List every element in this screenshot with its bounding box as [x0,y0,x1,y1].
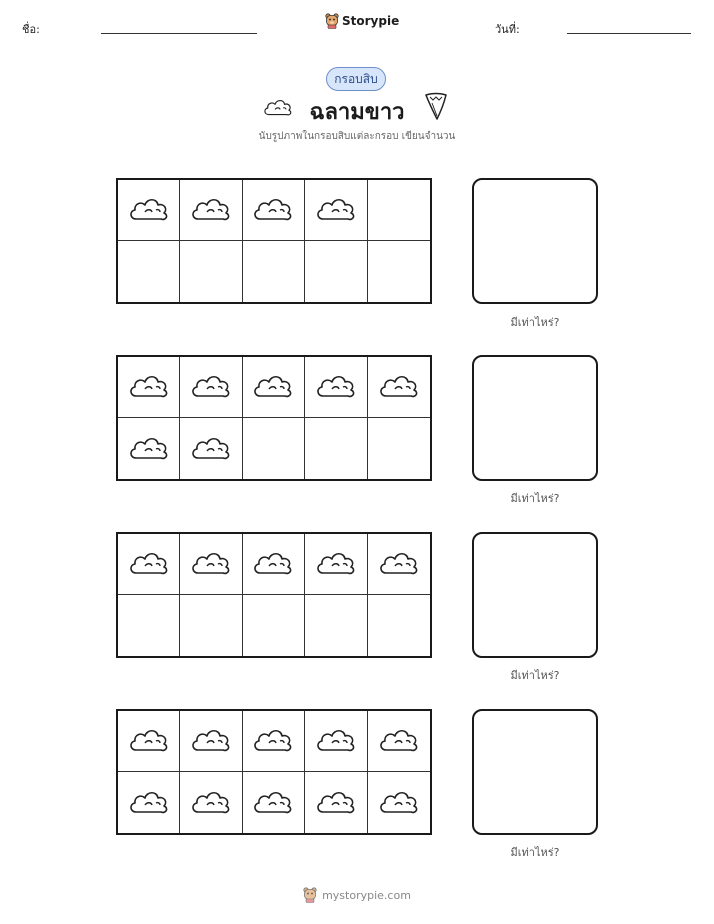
answer-question-4: มีเท่าไหร่? [510,846,560,859]
frame-cell-filled [368,772,430,833]
bear-mascot-icon [303,887,317,903]
cloud-icon [314,549,358,579]
cloud-icon [377,726,421,756]
frame-cell-filled [118,772,180,833]
brand-name: Storypie [342,14,400,28]
ten-frame-2 [116,355,432,481]
frame-cell-filled [180,357,242,418]
bear-mascot-icon [325,13,339,29]
frame-cell-empty [305,418,367,479]
answer-box-2[interactable] [472,355,598,481]
cloud-icon [127,195,171,225]
frame-cell-filled [305,357,367,418]
frame-cell-empty [118,241,180,302]
frame-cell-filled [368,357,430,418]
answer-question-2: มีเท่าไหร่? [510,492,560,505]
cloud-icon [377,549,421,579]
frame-cell-filled [180,711,242,772]
frame-cell-filled [368,534,430,595]
cloud-icon [127,788,171,818]
cloud-icon [314,788,358,818]
cloud-icon [189,788,233,818]
frame-cell-filled [368,711,430,772]
frame-cell-filled [243,180,305,241]
cloud-icon [314,726,358,756]
topic-badge: กรอบสิบ [326,67,386,91]
frame-cell-empty [368,241,430,302]
cloud-icon [127,434,171,464]
name-line[interactable] [101,33,257,34]
answer-box-4[interactable] [472,709,598,835]
name-label: ชื่อ: [22,23,40,36]
answer-box-3[interactable] [472,532,598,658]
frame-cell-empty [118,595,180,656]
frame-cell-filled [118,357,180,418]
frame-cell-filled [180,534,242,595]
frame-cell-empty [368,595,430,656]
cloud-icon [189,372,233,402]
cloud-icon [377,788,421,818]
frame-cell-empty [243,241,305,302]
cloud-icon [127,726,171,756]
footer-url[interactable]: mystorypie.com [322,888,411,902]
cloud-icon [189,726,233,756]
shark-tooth-icon [424,91,448,121]
frame-cell-empty [305,595,367,656]
frame-cell-empty [305,241,367,302]
cloud-icon [127,372,171,402]
cloud-icon [189,434,233,464]
frame-cell-filled [243,772,305,833]
cloud-icon [251,372,295,402]
cloud-icon [251,549,295,579]
frame-cell-filled [243,534,305,595]
frame-cell-filled [180,180,242,241]
cloud-icon [127,549,171,579]
worksheet-title: ฉลามขาว [309,100,405,125]
ten-frame-4 [116,709,432,835]
frame-cell-empty [243,595,305,656]
ten-frame-3 [116,532,432,658]
frame-cell-filled [180,772,242,833]
cloud-icon [377,372,421,402]
cloud-icon [189,549,233,579]
answer-question-3: มีเท่าไหร่? [510,669,560,682]
answer-box-1[interactable] [472,178,598,304]
cloud-icon [314,372,358,402]
frame-cell-filled [305,772,367,833]
date-line[interactable] [567,33,691,34]
frame-cell-empty [243,418,305,479]
footer [0,887,714,903]
cloud-icon [251,788,295,818]
frame-cell-filled [305,711,367,772]
frame-cell-filled [118,180,180,241]
answer-question-1: มีเท่าไหร่? [510,316,560,329]
frame-cell-empty [368,180,430,241]
frame-cell-filled [243,711,305,772]
frame-cell-empty [368,418,430,479]
frame-cell-filled [118,534,180,595]
frame-cell-filled [180,418,242,479]
date-label: วันที่: [495,23,520,36]
ten-frame-1 [116,178,432,304]
frame-cell-filled [118,418,180,479]
cloud-icon [314,195,358,225]
cloud-icon [189,195,233,225]
frame-cell-filled [305,534,367,595]
brand-logo [325,13,399,29]
frame-cell-filled [305,180,367,241]
frame-cell-empty [180,241,242,302]
instruction-text: นับรูปภาพในกรอบสิบแต่ละกรอบ เขียนจำนวน [258,131,456,142]
frame-cell-filled [118,711,180,772]
frame-cell-empty [180,595,242,656]
frame-cell-filled [243,357,305,418]
cloud-icon [251,726,295,756]
cloud-icon [251,195,295,225]
